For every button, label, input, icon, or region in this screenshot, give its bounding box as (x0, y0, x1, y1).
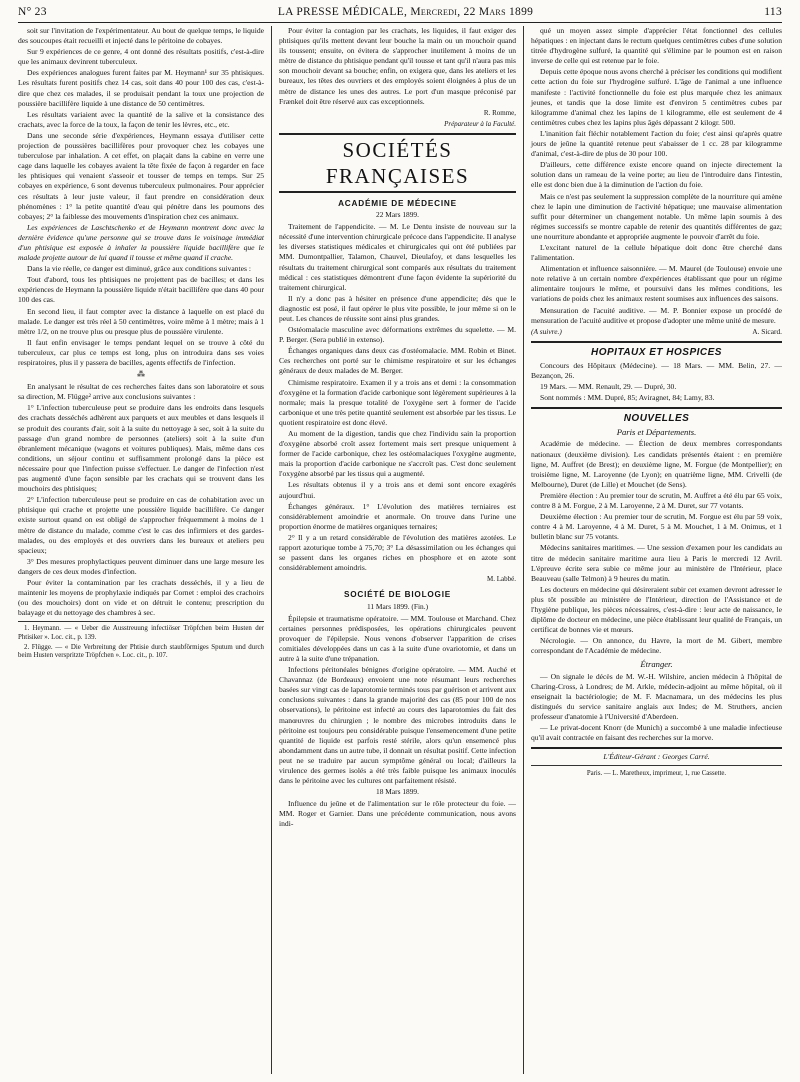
paragraph: Première élection : Au premier tour de scrutin, M. Auffret a été élu par 65 voix, contre 8 à M. Forgue, 2 à M. Laroyenne, 2 à M. Duret, sur 77 votants. (531, 490, 782, 511)
paragraph: Depuis cette époque nous avons cherché à préciser les conditions qui modifient cette action du foie sur l'hydrogène sulfuré. L'âge de l'animal a une influence manifeste : l'activité fonctionnelle du foie est plus marquée chez les animaux jeunes, et tandis que la dose limite est d'environ 5 centimètres cubes par kilogramme d'animal chez les lapins de 1 kilogramme, elle est seulement de 4 centimètres cubes chez les lapins plus âgés dépassant 2 kilogr. 500. (531, 67, 782, 127)
paragraph: Au moment de la digestion, tandis que chez l'individu sain la proportion d'oxygène absorbé croît assez fortement mais sert presque uniquement à former de l'acide carbonique, chez les ostéomalaciques l'oxygène augmente, mais la proportion d'acide carbonique ne s'accroît pas. C'est donc seulement l'oxygène absorbé par les tissus qui a augmenté. (279, 429, 516, 479)
paragraph: Dans la vie réelle, ce danger est diminué, grâce aux conditions suivantes : (27, 264, 251, 274)
paragraph: — Le privat-docent Knorr (de Munich) a succombé à une maladie infectieuse qu'il avait contractée en faisant des recherches sur la morve. (531, 723, 782, 743)
editor-line: L'Éditeur-Gérant : Georges Carré. (603, 752, 710, 762)
paragraph: Les résultats variaient avec la quantité de la salive et la consistance des crachats, avec la force de la toux, la façon de tenir les lèvres, etc., etc. (18, 109, 264, 129)
paragraph: Académie de médecine. — Élection de deux membres correspondants nationaux (deuxième division). Les candidats présentés étaient : en première ligne, M. Auffret (de Brest); en deuxième ligne, M. Forgue (de Montpellier); en troisième ligne, M. Laroyenne (de Lyon); en quatrième ligne, MM. Crivelli (de Melbourne), Duret (de Lille) et Mouchet (de Sens). (531, 439, 782, 489)
paragraph: L'excitant naturel de la cellule hépatique doit donc être cherché dans l'alimentation. (531, 242, 782, 263)
section-heading-societes: SOCIÉTÉS FRANÇAISES (279, 133, 516, 193)
paragraph: Sont nommés : MM. Dupré, 85; Aviragnet, 84; Lamy, 83. (540, 393, 715, 403)
nouvelles-heading: NOUVELLES (623, 413, 690, 425)
author-signature: A. Sicard. (752, 326, 782, 336)
footnotes (18, 625, 264, 660)
paragraph: Médecins sanitaires maritimes. — Une session d'examen pour les candidats au titre de médecin sanitaire maritime aura lieu à Paris le mercredi 12 Avril. L'épreuve écrite sera subie ce même jour au ministère de l'Intérieur, place Beauveau (salle Telmon) à 9 heures du matin. (531, 543, 782, 583)
paragraph: Chimisme respiratoire. Examen il y a trois ans et demi : la consommation d'oxygène et la formation d'acide carbonique sont légèrement supérieures à la normale; mais la presque totalité de l'oxygène sert à former de l'acide carbonique et une très petite quantité seulement est absorbée par les tissus. Le quotient respiratoire est donc élevé. (279, 377, 516, 427)
etranger-subheading: Étranger. (640, 659, 673, 670)
paragraph: qué un moyen assez simple d'apprécier l'état fonctionnel des cellules hépatiques : en injectant dans le rectum quelques centimètres cubes d'une solution titrée d'hydrogène sulfuré, la quantité qui s'élimine par le poumon est en raison inverse de celle qui est retenue par le foie. (531, 26, 782, 66)
section-separator: ⁂ (137, 370, 145, 380)
paragraph: Sur 9 expériences de ce genre, 4 ont donné des résultats positifs, c'est-à-dire que les animaux devinrent tuberculeux. (18, 47, 264, 67)
paragraph: L'inanition fait fléchir notablement l'action du foie; c'est ainsi qu'après quatre jours de jeûne la quantité retenue peut s'abaisser de 1 cc. 28 par kilogramme d'animal, c'est-à-dire de plus de 30 pour 100. (531, 128, 782, 159)
paragraph: Il faut enfin envisager le temps pendant lequel on se trouve à côté du tuberculeux, car plus ce temps est long, plus on introduira dans ses voies respiratoires, plus il y passera de bacilles, agents effectifs de l'infection. (18, 337, 264, 367)
paragraph: Les docteurs en médecine qui désireraient subir cet examen devront adresser le plus tôt possible au ministère de l'Intérieur, direction de l'Assistance et de l'hygiène publique, les pièces nécessaires, c'est-à-dire : leur acte de naissance, le diplôme de docteur en médecine, une pièce établissant leur qualité de Français, un certificat de bonnes vie et mœurs. (531, 584, 782, 635)
footer-divider (531, 765, 782, 766)
academie-date: 22 Mars 1899. (376, 210, 419, 220)
footnote: 2. Flügge. — « Die Verbreitung der Phtisie durch staubförmiges Sputum und durch beim Husten verspritzte Tröpfchen ». Loc. cit., p. 107. (18, 643, 264, 660)
session-date: 18 Mars 1899. (376, 787, 419, 797)
paragraph: Échanges organiques dans deux cas d'ostéomalacie. MM. Robin et Binet. Ces recherches ont porté sur le chimisme respiratoire et sur les échanges généraux de deux malades de M. Berger. (279, 346, 516, 376)
page-number: 113 (764, 6, 782, 18)
column-right (524, 26, 782, 1074)
paragraph: soit sur l'invitation de l'expérimentateur. Au bout de quelque temps, le liquide des soucoupes était recueilli et injecté dans le péritoine de cobayes. (18, 26, 264, 46)
paragraph: En second lieu, il faut compter avec la distance à laquelle on est placé du malade. Le danger est très réel à 50 centimètres, voire même à 1 mètre; mais à 1 mètre 1/2, on ne trouve plus ou presque plus de poussière virulente. (18, 306, 264, 336)
biologie-date: 11 Mars 1899. (Fin.) (366, 601, 429, 611)
paragraph: Épilepsie et traumatisme opératoire. — MM. Toulouse et Marchand. Chez certaines personnes prédisposées, les opérations chirurgicales peuvent provoquer de l'épilepsie. Nous venons d'observer l'apparition de crises comitiales développées dans un cas à la suite d'une ovariotomie, et dans un autre à la suite d'une trépanation. (279, 613, 516, 663)
author-signature: M. Labbé. (487, 575, 516, 584)
paragraph: Pour éviter la contamination par les crachats desséchés, il y a lieu de maintenir les moyens de prophylaxie indiqués par Cornet : emploi des crachoirs (ou des mouchoirs) dont on vide et on détruit le contenu; prescription du balayage et du nettoyage des chambres à sec. (18, 577, 264, 618)
section-divider (531, 341, 782, 343)
paragraph: Tout d'abord, tous les phtisiques ne projettent pas de bacilles; et dans les expériences de Heymann la poussière liquide n'était bacillifère que dans 40 pour 100 des cas. (18, 275, 264, 305)
paragraph: 3° Des mesures prophylactiques peuvent diminuer dans une large mesure les dangers de ces deux modes d'infection. (18, 556, 264, 576)
author-signature: R. Romme, (483, 108, 516, 117)
paragraph: Ostéomalacie masculine avec déformations extrêmes du squelette. — M. P. Berger. (Sera publié in extenso). (279, 325, 516, 345)
signature-row (531, 327, 782, 337)
newspaper-title: LA PRESSE MÉDICALE, Mercredi, 22 Mars 1899 (277, 6, 534, 18)
paragraph: Infections péritonéales bénignes d'origine opératoire. — MM. Auché et Chavannaz (de Bordeaux) envoient une note résumant leurs recherches basées sur vingt cas de laparotomie terminés tous par guérison et arrivent aux conclusions suivantes : dans la grande majorité des cas (85 pour 100 de nos observations), le péritoine est infecté au cours des laparotomies du fait des manœuvres du chirurgien ; le nombre des microbes introduits dans le péritoine est toujours peu considérable puisque l'ensemencement d'une petite quantité de liquide est parfois resté stérile, alors qu'un ensemencé plus abondamment dans un autre tube, il donnait un résultat positif. Cette infection peut ne se traduire par aucun symptôme général ou local; d'ailleurs la virulence des germes isolés a été très faible puisque les animaux inoculés dans le péritoine avec les cultures ont parfaitement résisté. (279, 665, 516, 786)
paragraph: Pour éviter la contagion par les crachats, les liquides, il faut exiger des phtisiques qu'ils mettent devant leur bouche la main ou un mouchoir quand ils toussent; ensuite, on évitera de s'approcher inutilement à moins de un mètre de distance du phtisique pendant qu'il tousse et tant qu'il n'aura pas mis son mouchoir devant sa bouche; enfin, on exigera que, dans les ateliers et les bureaux, les têtes des ouvriers et des employés soient éloignées à plus de un mètre de distance les unes des autres. Le port d'un masque préconisé par Frænkel doit être réservé aux cas exceptionnels. (279, 26, 516, 106)
footnote: 1. Heymann. — « Ueber die Ausstreuung infectiöser Tröpfchen beim Husten der Phtisiker ». Loc. cit., p. 139. (18, 625, 264, 641)
section-divider (531, 407, 782, 409)
column-left (18, 26, 272, 1074)
paragraph: Mensuration de l'acuité auditive. — M. P. Bonnier expose un procédé de mensuration de l'acuité auditive et propose d'adopter une même unité de mesure. (531, 305, 782, 325)
printer-line: Paris. — L. Maretheux, imprimeur, 1, rue Cassette. (586, 770, 727, 778)
paragraph: 1° L'infection tuberculeuse peut se produire dans les endroits dans lesquels des crachats desséchés adhèrent aux parquets et aux meubles et dans lesquels il se produit des courants d'air, soit à la suite du nettoyage à sec, soit à la suite du passage d'un grand nombre de personnes (ateliers) soit à la suite d'un ébranlement mécanique (wagons et voitures publiques). Mais, même dans ces conditions, un séjour continu et suffisamment prolongé dans la pièce est nécessaire pour que l'infection puisse s'effectuer. Le danger de l'infection n'est pas augmenté d'une façon sensible par les crachats qui se trouvent dans les mouchoirs des phtisiques; (18, 403, 264, 494)
footnote-divider (18, 621, 264, 622)
paragraph: Influence du jeûne et de l'alimentation sur le rôle protecteur du foie. — MM. Roger et Garnier. Dans une précédente communication, nous avons indi- (279, 799, 516, 829)
paragraph: Deuxième élection : Au premier tour de scrutin, M. Forgue est élu par 59 voix, contre 4 à M. Laroyenne, 4 à M. Duret, 5 à M. Mouchet, 1 à M. Onimus, et 1 bulletin blanc sur 75 votants. (531, 512, 782, 542)
issue-number: N° 23 (18, 6, 47, 18)
footer-divider (531, 747, 782, 749)
paragraph: Les résultats obtenus il y a trois ans et demi sont encore exagérés aujourd'hui. (279, 480, 516, 500)
page-header (18, 6, 782, 23)
hopitaux-heading: HOPITAUX ET HOSPICES (591, 346, 722, 358)
paragraph: En analysant le résultat de ces recherches faites dans son laboratoire et sous sa direction, M. Flügge² arrive aux conclusions suivantes : (18, 382, 264, 402)
column-middle (272, 26, 524, 1074)
to-be-continued: (A suivre.) (531, 326, 562, 336)
paragraph: 2° L'infection tuberculeuse peut se produire en cas de cohabitation avec un phtisique qui crache et projette une poussière liquide bacillifère. Ce danger existe surtout quand on est obligé de s'approcher fréquemment à moins de 1 mètre de distance du malade, comme c'est le cas des infirmiers et des gardes-malades, ou des employés et des ouvriers dans les bureaux et ateliers peu spacieux; (18, 495, 264, 555)
paragraph: — On signale le décès de M. W.-H. Wilshire, ancien médecin à l'hôpital de Charing-Cross, à Londres; de M. Arkle, médecin-adjoint au même hôpital, où il enseignait la bactériologie; de M. F. Macnamara, un des médecins les plus distingués du service sanitaire anglais aux Indes; de M. Struthers, ancien professeur d'anatomie à l'Université d'Aberdeen. (531, 671, 782, 721)
paragraph: Il n'y a donc pas à hésiter en présence d'une appendicite; dès que le diagnostic est posé, il faut opérer le plus vite possible, le jour même si on le peut. Les chances de réussite sont ainsi plus grandes. (279, 293, 516, 323)
paragraph: Échanges généraux. 1° L'évolution des matières terniaires est considérablement amoindrie et anormale. On trouve dans l'urine une proportion énorme de matières organiques ternaires; (279, 501, 516, 531)
academie-heading: ACADÉMIE DE MÉDECINE (338, 198, 457, 208)
paragraph: 19 Mars. — MM. Renault, 29. — Dupré, 30. (540, 382, 677, 392)
paragraph: Mais ce n'est pas seulement la suppression complète de la nourriture qui amène chez le lapin une diminution de l'activité hépatique; une mauvaise alimentation suffit pour déterminer un changement notable. Un même lapin soumis à des régimes successifs se montre capable de retenir des quantités différentes de gaz; une nourriture abondante et appropriée augmente le pouvoir d'arrêt du foie. (531, 191, 782, 241)
paragraph-italic: Les expériences de Laschtschenko et de Heymann montrent donc avec la dernière évidence qu'une personne qui se trouve dans le voisinage immédiat d'un phtisique est exposée à inhaler la poussière liquide bacillifère que le malade projette autour de lui quand il tousse et même quand il crache. (18, 222, 264, 263)
paris-subheading: Paris et Départements. (616, 427, 697, 438)
paragraph: 2° Il y a un retard considérable de l'évolution des matières azotées. Le rapport azoturique tombe à 75,70; 3° La désassimilation ou les échanges qui se passent dans les organes riches en phosphore et en azote sont considérablement amoindris. (279, 532, 516, 573)
paragraph: Dans une seconde série d'expériences, Heymann essaya d'utiliser cette projection de poussières bacillifères pour provoquer chez les cobayes une tuberculose par inhalation. A cet effet, on plaçait dans la cabine en verre une cage dans laquelle les cobayes avaient la tête fixée de façon à regarder en face les phtisiques qui venaient s'asseoir et tousser de temps en temps. Sur 25 cobayes en expérience, 6 sont devenus tuberculeux pulmonaires. Pour apprécier ces résultats à leur juste valeur, il faut prendre en considération deux phénomènes : 1° la petite quantité d'eau qui pénètre dans les poumons des cobayes; 2° la faiblesse des mouvements d'inspiration chez ces animaux. (18, 130, 264, 221)
paragraph: Alimentation et influence saisonnière. — M. Maurel (de Toulouse) envoie une note relative à un certain nombre d'expériences établissant que pour un régime alimentaire toujours le même, et poursuivi dans les mêmes conditions, les variations de poids chez les animaux restent soumises aux influences des saisons. (531, 264, 782, 304)
paragraph: D'ailleurs, cette différence existe encore quand on injecte directement la solution dans un rameau de la veine porte; au lieu de l'introduire dans l'intestin, elle est donc bien due à la diminution de l'action du foie. (531, 160, 782, 190)
biologie-heading: SOCIÉTÉ DE BIOLOGIE (343, 590, 452, 600)
paragraph: Nécrologie. — On annonce, du Havre, la mort de M. Gibert, membre correspondant de l'Académie de médecine. (531, 636, 782, 656)
paragraph: Des expériences analogues furent faites par M. Heymann¹ sur 35 phtisiques. Les résultats furent positifs chez 14 cas, soit dans 40 pour 100 des cas, c'est-à-dire que chez ces malades, il se produisait pendant la toux une projection de poussière bacillifère liquide à une distance de 50 centimètres. (18, 68, 264, 108)
paragraph: Traitement de l'appendicite. — M. Le Dentu insiste de nouveau sur la nécessité d'une intervention chirurgicale précoce dans l'appendicite. Il analyse les diverses statistiques médicales et chirurgicales qui ont été publiées par MM. Dumontpallier, Talamon, Chauvel, Dieulafoy, et dans lesquelles les résultats du traitement chirurgical sont comparés aux résultats du traitement médical : ces statistiques démontrent d'une façon évidente la supériorité du traitement chirurgical. (279, 222, 516, 292)
paragraph: Concours des Hôpitaux (Médecine). — 18 Mars. — MM. Belin, 27. — Bezançon, 26. (531, 360, 782, 380)
author-title: Préparateur à la Faculté. (444, 119, 516, 128)
